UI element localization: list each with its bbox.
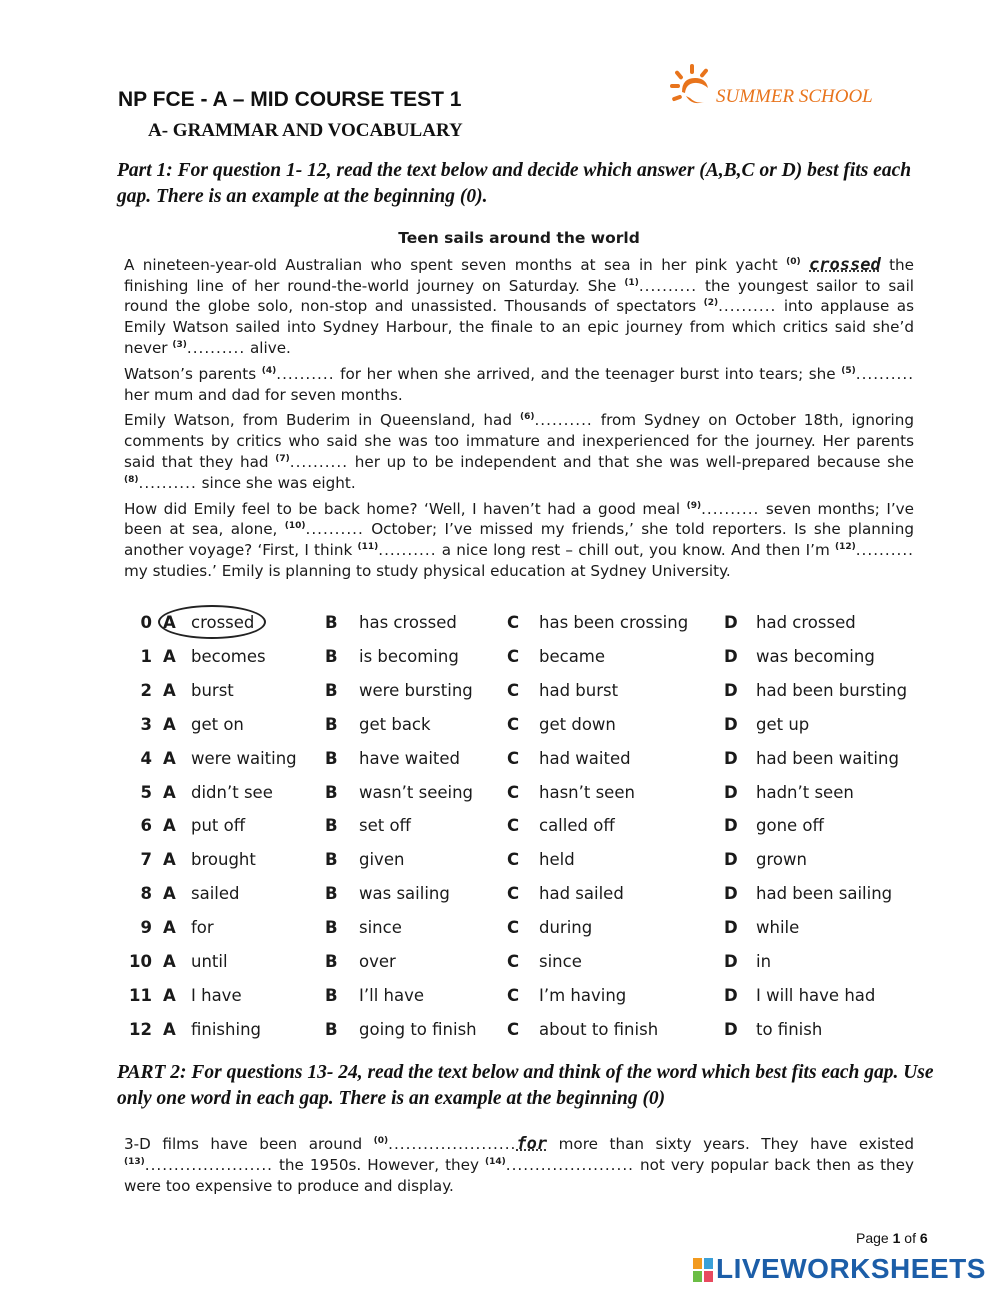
option-c[interactable]: hasn’t seen — [539, 782, 635, 802]
option-letter-a: A — [163, 850, 176, 870]
option-a[interactable]: get on — [191, 714, 244, 734]
sun-icon — [668, 62, 716, 110]
option-letter-a: A — [163, 613, 176, 632]
option-d[interactable]: to finish — [756, 1019, 823, 1039]
option-b[interactable]: set off — [359, 816, 411, 836]
question-number: 1 — [140, 646, 152, 666]
option-d[interactable]: I will have had — [756, 985, 876, 1005]
option-c[interactable]: had sailed — [539, 884, 624, 904]
option-letter-a: A — [163, 918, 176, 938]
option-letter-b: B — [325, 1019, 338, 1039]
question-number: 3 — [140, 714, 152, 734]
part2-paragraph: 3-D films have been around $^{(0)}$......................for more than sixty years. They have existed $^{(13)}$...................... the 1950s. However, they $^{(14)}$...................... not very popular back then as they were too expensive to produce and display. — [124, 1134, 915, 1195]
passage-paragraph-3: Emily Watson, from Buderim in Queensland, had $^{(6)}$.......... from Sydney on October 18th, ignoring comments by critics who said she was too immature and inexperienced for the journey. Her parents said that they had $^{(7)}$.......... her up to be independent and that she was well-prepared because she $^{(8)}$.......... since she was eight. — [124, 411, 915, 492]
option-letter-c: C — [507, 816, 520, 836]
part1-instructions: Part 1: For question 1- 12, read the text below and decide which answer (A,B,C or D) best fits each gap. There is an example at the beginning (0). — [117, 160, 912, 207]
option-d[interactable]: had been bursting — [756, 680, 908, 700]
option-letter-b: B — [325, 646, 338, 666]
option-letter-d: D — [724, 952, 738, 971]
option-letter-b: B — [325, 680, 338, 700]
option-c[interactable]: became — [539, 646, 606, 666]
option-a[interactable]: for — [191, 918, 214, 938]
gap-2[interactable]: .......... — [718, 297, 777, 316]
option-letter-c: C — [507, 782, 520, 802]
option-b[interactable]: I’ll have — [359, 985, 425, 1005]
gap-5[interactable]: .......... — [855, 364, 915, 383]
option-a[interactable]: brought — [191, 850, 256, 870]
option-d[interactable]: had been sailing — [756, 884, 893, 904]
option-letter-d: D — [724, 850, 738, 870]
option-d[interactable]: hadn’t seen — [756, 782, 854, 802]
option-row-5 — [0, 777, 1000, 811]
gap-8[interactable]: .......... — [138, 473, 197, 492]
option-letter-a: A — [163, 714, 176, 734]
option-letter-c: C — [507, 714, 520, 734]
option-c[interactable]: held — [539, 850, 575, 870]
option-letter-a: A — [163, 985, 176, 1005]
option-c[interactable]: had waited — [539, 748, 631, 768]
option-d[interactable]: get up — [756, 714, 810, 734]
question-number: 5 — [140, 782, 152, 802]
option-d[interactable]: had been waiting — [756, 748, 899, 768]
passage-paragraph-2: Watson’s parents $^{(4)}$.......... for her when she arrived, and the teenager burst into tears; she $^{(5)}$.......... her mum and dad for seven months. — [124, 364, 915, 404]
example-answer: crossed — [809, 254, 881, 275]
option-letter-c: C — [507, 1019, 520, 1039]
option-b[interactable]: were bursting — [359, 680, 473, 700]
passage-paragraph-4: How did Emily feel to be back home? ‘Well, I haven’t had a good meal $^{(9)}$.......... seven months; I’ve been at sea, alone, $^{(10)}$.......... October; I’ve missed my friends,’ she told reporters. Is she planning another voyage? ‘First, I think $^{(11)}$.......... a nice long rest – chill out, you know. And then I’m $^{(12)}$.......... my studies.’ Emily is planning to study physical education at Sydney University. — [124, 499, 915, 580]
option-letter-c: C — [507, 646, 520, 666]
option-letter-c: C — [507, 918, 520, 938]
liveworksheets-logo-icon — [692, 1257, 714, 1283]
option-letter-d: D — [724, 646, 738, 666]
option-letter-d: D — [724, 680, 738, 700]
question-number: 7 — [140, 850, 152, 870]
question-number: 12 — [129, 1019, 152, 1039]
option-row-4 — [0, 743, 1000, 777]
option-row-11 — [0, 980, 1000, 1014]
option-b[interactable]: wasn’t seeing — [359, 782, 474, 802]
option-letter-a: A — [163, 646, 176, 666]
option-a[interactable]: sailed — [191, 884, 240, 904]
summer-school-logo — [668, 62, 888, 112]
gap-14[interactable]: ...................... — [505, 1155, 634, 1174]
gap-11[interactable]: .......... — [378, 541, 437, 560]
option-letter-c: C — [507, 884, 520, 904]
question-number: 11 — [129, 985, 152, 1005]
option-letter-d: D — [724, 918, 738, 938]
option-b[interactable]: get back — [359, 714, 431, 734]
gap-9[interactable]: .......... — [701, 499, 760, 518]
option-letter-d: D — [724, 748, 738, 768]
option-letter-d: D — [724, 884, 738, 904]
option-row-12 — [0, 1014, 1000, 1048]
section-subtitle: A- GRAMMAR AND VOCABULARY — [148, 120, 463, 141]
option-row-0 — [0, 607, 1000, 641]
question-number: 4 — [140, 748, 152, 768]
page-indicator: Page 1 of 6 — [856, 1230, 928, 1246]
gap-10[interactable]: .......... — [305, 520, 364, 539]
option-d[interactable]: grown — [756, 850, 807, 870]
option-b[interactable]: over — [359, 952, 396, 971]
option-c[interactable]: had burst — [539, 680, 619, 700]
passage-paragraph-1: A nineteen-year-old Australian who spent seven months at sea in her pink yacht $^{(0)}$ crossed the finishing line of her round-the-world journey on Saturday. She $^{(1)}$.......... the youngest sailor to sail round the globe solo, non-stop and unassisted. Thousands of spectators $^{(2)}$.......... into applause as Emily Watson sailed into Sydney Harbour, the finale to an epic journey from which critics said she’d never $^{(3)}$.......... alive. — [124, 254, 915, 357]
option-c[interactable]: about to finish — [539, 1019, 659, 1039]
option-b[interactable]: has crossed — [359, 613, 457, 632]
part2-instructions: PART 2: For questions 13- 24, read the text below and think of the word which best fits each gap. Use only one word in each gap. There is an example at the beginning (0) — [117, 1062, 934, 1109]
option-a[interactable]: becomes — [191, 646, 266, 666]
page-title: NP FCE - A – MID COURSE TEST 1 — [118, 88, 462, 111]
option-a[interactable]: finishing — [191, 1019, 262, 1039]
option-row-7 — [0, 844, 1000, 878]
gap-6[interactable]: .......... — [534, 411, 593, 430]
part2-text — [124, 1134, 914, 1201]
option-letter-b: B — [325, 816, 338, 836]
option-letter-a: A — [163, 782, 176, 802]
gap-12[interactable]: .......... — [855, 541, 915, 560]
option-b[interactable]: was sailing — [359, 884, 450, 904]
option-letter-a: A — [163, 1019, 176, 1039]
question-number: 2 — [140, 680, 152, 700]
option-d[interactable]: while — [756, 918, 800, 938]
option-letter-a: A — [163, 748, 176, 768]
option-letter-d: D — [724, 816, 738, 836]
option-row-10 — [0, 946, 1000, 980]
question-number: 9 — [140, 918, 152, 938]
option-c[interactable]: called off — [539, 816, 615, 836]
option-letter-c: C — [507, 748, 520, 768]
option-d[interactable]: gone off — [756, 816, 824, 836]
option-row-2 — [0, 675, 1000, 709]
option-a[interactable]: crossed — [191, 613, 255, 632]
option-letter-d: D — [724, 985, 738, 1005]
option-row-1 — [0, 641, 1000, 675]
option-letter-c: C — [507, 952, 520, 971]
option-letter-a: A — [163, 952, 176, 971]
option-c[interactable]: since — [539, 952, 582, 971]
option-b[interactable]: going to finish — [359, 1019, 477, 1039]
option-d[interactable]: in — [756, 952, 772, 971]
option-letter-b: B — [325, 918, 338, 938]
passage — [124, 228, 914, 587]
option-letter-b: B — [325, 850, 338, 870]
option-letter-b: B — [325, 985, 338, 1005]
option-c[interactable]: during — [539, 918, 593, 938]
option-letter-d: D — [724, 782, 738, 802]
option-letter-b: B — [325, 884, 338, 904]
example-answer-circle — [158, 605, 266, 639]
passage-title: Teen sails around the world — [398, 229, 640, 247]
option-c[interactable]: I’m having — [539, 985, 627, 1005]
option-letter-d: D — [724, 714, 738, 734]
option-a[interactable]: burst — [191, 680, 234, 700]
option-b[interactable]: since — [359, 918, 402, 938]
option-c[interactable]: get down — [539, 714, 616, 734]
part2-example-answer: for — [516, 1134, 548, 1154]
gap-7[interactable]: .......... — [289, 452, 349, 471]
option-b[interactable]: given — [359, 850, 405, 870]
option-d[interactable]: was becoming — [756, 646, 875, 666]
option-a[interactable]: put off — [191, 816, 246, 836]
option-letter-b: B — [325, 748, 338, 768]
option-letter-c: C — [507, 985, 520, 1005]
option-letter-c: C — [507, 850, 520, 870]
option-a[interactable]: I have — [191, 985, 242, 1005]
question-number: 8 — [140, 884, 152, 904]
option-letter-c: C — [507, 680, 520, 700]
option-a[interactable]: were waiting — [191, 748, 297, 768]
option-b[interactable]: have waited — [359, 748, 461, 768]
logo-text: SUMMER SCHOOL — [716, 86, 873, 107]
option-c[interactable]: has been crossing — [539, 613, 689, 632]
option-letter-c: C — [507, 613, 520, 632]
option-a[interactable]: until — [191, 952, 228, 971]
option-row-3 — [0, 709, 1000, 743]
option-row-6 — [0, 810, 1000, 844]
option-b[interactable]: is becoming — [359, 646, 459, 666]
option-letter-d: D — [724, 613, 738, 632]
gap-1[interactable]: .......... — [638, 276, 698, 295]
option-letter-b: B — [325, 952, 338, 971]
option-letter-b: B — [325, 613, 338, 632]
option-letter-b: B — [325, 782, 338, 802]
option-letter-b: B — [325, 714, 338, 734]
question-number: 10 — [129, 952, 152, 971]
gap-3[interactable]: .......... — [186, 338, 246, 357]
question-number: 0 — [140, 613, 152, 632]
option-row-8 — [0, 878, 1000, 912]
option-letter-a: A — [163, 680, 176, 700]
question-number: 6 — [140, 816, 152, 836]
gap-4[interactable]: .......... — [276, 364, 335, 383]
option-row-9 — [0, 912, 1000, 946]
option-d[interactable]: had crossed — [756, 613, 856, 632]
option-letter-d: D — [724, 1019, 738, 1039]
option-a[interactable]: didn’t see — [191, 782, 273, 802]
gap-13[interactable]: ...................... — [144, 1155, 273, 1174]
option-letter-a: A — [163, 816, 176, 836]
option-letter-a: A — [163, 884, 176, 904]
